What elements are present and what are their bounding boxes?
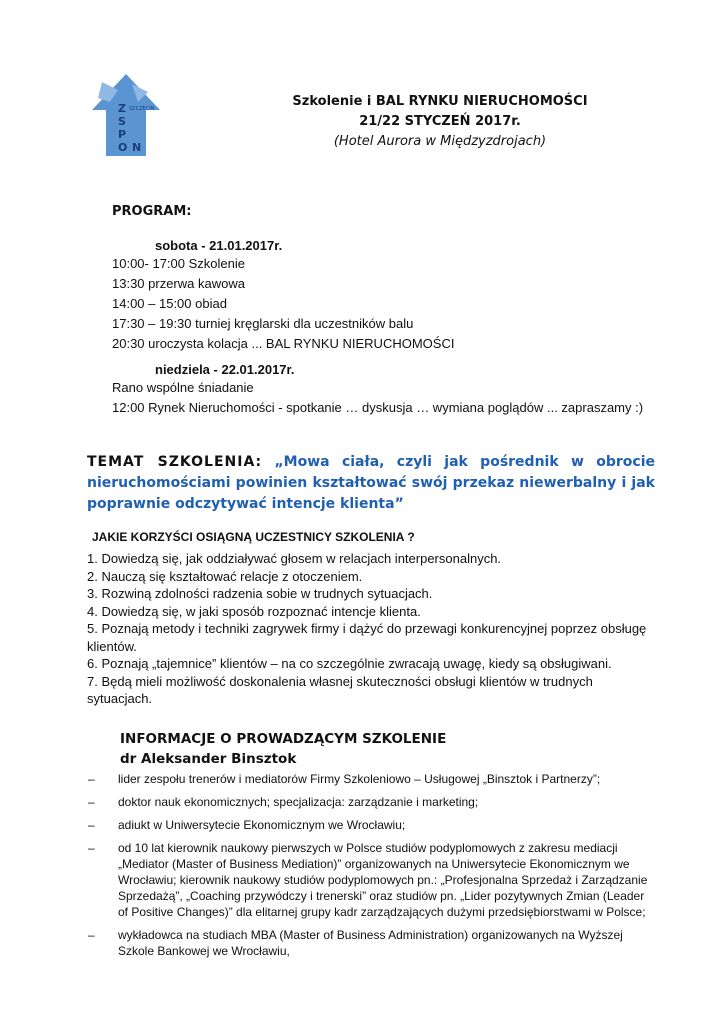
trainer-name: dr Aleksander Binsztok [120, 751, 297, 767]
schedule-item: Rano wspólne śniadanie [112, 380, 254, 395]
bullet-text: doktor nauk ekonomicznych; specjalizacja: zarządzanie i marketing; [118, 795, 479, 809]
dash-icon: – [88, 928, 95, 942]
zspon-logo [88, 72, 164, 158]
benefit-item: 6. Poznają „tajemnice” klientów – na co szczególnie zwracają uwagę, kiedy są obsługiwani. [87, 656, 612, 671]
bullet-text: adiukt w Uniwersytecie Ekonomicznym we Wrocławiu; [118, 818, 406, 832]
logo-letters-z: Z [118, 102, 126, 115]
schedule-item: 10:00- 17:00 Szkolenie [112, 256, 245, 271]
benefit-item: 5. Poznają metody i techniki zagrywek firmy i dążyć do przewagi konkurencyjnej poprzez obsługę klientów. [87, 621, 647, 654]
topic-text: „Mowa ciała, czyli jak pośrednik w obrocie nieruchomościami powinien kształtować swój przekaz niewerbalny i jak poprawnie odczytywać intencje klienta” [87, 454, 655, 512]
header-date: 21/22 STYCZEŃ 2017r. [359, 114, 521, 129]
svg-text:S: S [118, 115, 126, 128]
logo-graphic [88, 72, 164, 158]
trainer-section-heading [120, 729, 446, 769]
bullet-item [88, 794, 648, 810]
dash-icon: – [88, 818, 95, 832]
topic-label: TEMAT SZKOLENIA: [87, 454, 263, 470]
dash-icon: – [88, 841, 95, 855]
bullet-text: lider zespołu trenerów i mediatorów Firmy Szkoleniowo – Usługowej „Binsztok i Partnerzy”; [118, 772, 601, 786]
trainer-heading: INFORMACJE O PROWADZĄCYM SZKOLENIE [120, 731, 447, 747]
schedule-item: 13:30 przerwa kawowa [112, 276, 245, 291]
bullet-item [88, 927, 648, 959]
day1-schedule [112, 254, 454, 354]
logo-small-text: SZCZECIN [129, 106, 155, 112]
bullet-item [88, 817, 648, 833]
benefit-item: 7. Będą mieli możliwość doskonalenia własnej skuteczności obsługi klientów w trudnych sytuacjach. [87, 673, 593, 706]
bullet-text: wykładowca na studiach MBA (Master of Business Administration) organizowanych na Wyższej Szkole Bankowej we Wrocławiu, [118, 928, 623, 958]
benefit-item: 4. Dowiedzą się, w jaki sposób rozpoznać intencje klienta. [87, 603, 421, 619]
benefits-list [87, 550, 647, 708]
bullet-item [88, 840, 648, 920]
benefit-item: 1. Dowiedzą się, jak oddziaływać głosem w relacjach interpersonalnych. [87, 551, 502, 566]
svg-text:O: O [118, 141, 128, 154]
trainer-bullets [88, 771, 648, 966]
benefit-item: 2. Nauczą się kształtować relacje z otoczeniem. [87, 568, 363, 584]
dash-icon: – [88, 795, 95, 809]
header-title: Szkolenie i BAL RYNKU NIERUCHOMOŚCI [292, 94, 588, 109]
day2-schedule [112, 378, 643, 418]
schedule-item: 17:30 – 19:30 turniej kręglarski dla uczestników balu [112, 316, 414, 331]
bullet-text: od 10 lat kierownik naukowy pierwszych w Polsce studiów podyplomowych z zakresu mediacji „Mediator (Master of Business Mediation)” organizowanych na Uniwersytecie Ekonomicznym we Wrocławiu; kierownik naukowy studiów podyplomowych pn.: „Profesjonalna Sprzedaż i Zarządzanie Sprzedażą”, „Coaching przywódczy i trenerski” oraz studiów pn. „Lider pozytywnych Zmian (Leader of Positive Changes)” dla elitarnej grupy kadr zarządzających dużymi przedsiębiorstwami w Polsce; [118, 841, 648, 919]
benefits-heading: JAKIE KORZYŚCI OSIĄGNĄ UCZESTNICY SZKOLENIA ? [92, 530, 415, 544]
schedule-item: 12:00 Rynek Nieruchomości - spotkanie … dyskusja … wymiana poglądów ... zapraszamy :) [112, 400, 644, 415]
bullet-item [88, 771, 648, 787]
day2-title: niedziela - 22.01.2017r. [155, 362, 295, 377]
program-heading: PROGRAM: [112, 204, 192, 219]
header-location: (Hotel Aurora w Międzyzdrojach) [333, 134, 547, 149]
benefit-item: 3. Rozwiną zdolności radzenia sobie w trudnych sytuacjach. [87, 586, 433, 601]
day1-title: sobota - 21.01.2017r. [155, 238, 283, 253]
training-topic [87, 452, 655, 515]
svg-text:N: N [132, 141, 142, 154]
document-header [200, 92, 680, 152]
schedule-item: 20:30 uroczysta kolacja ... BAL RYNKU NIERUCHOMOŚCI [112, 336, 455, 351]
schedule-item: 14:00 – 15:00 obiad [112, 296, 227, 311]
dash-icon: – [88, 772, 95, 786]
svg-text:P: P [118, 128, 127, 141]
